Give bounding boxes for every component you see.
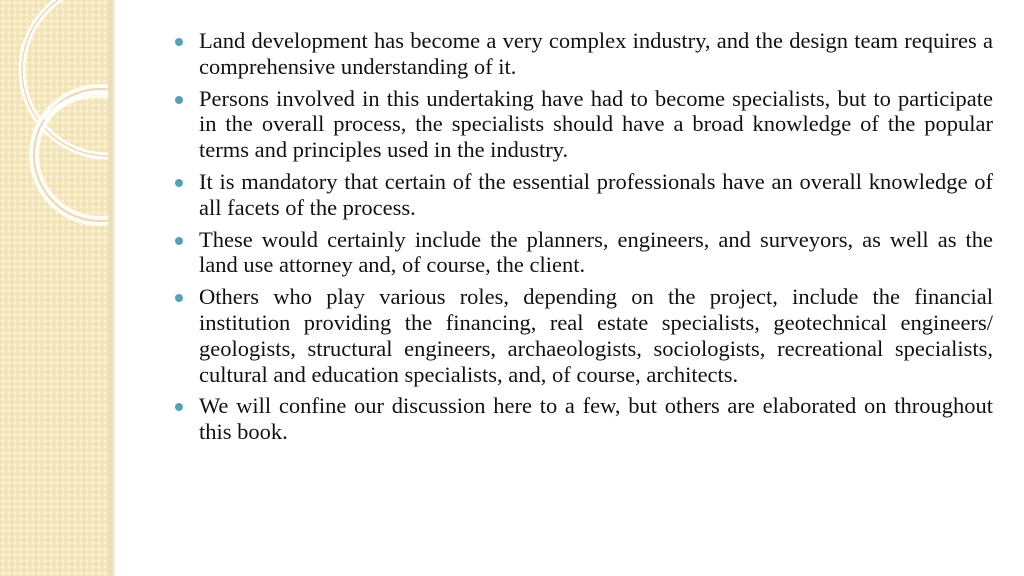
bullet-item	[170, 86, 993, 163]
bullet-dot-icon	[175, 38, 183, 46]
bullet-item	[170, 28, 993, 80]
bullet-list	[170, 28, 993, 445]
bullet-item	[170, 169, 993, 221]
bullet-text: Land development has become a very complex industry, and the design team requires a comprehensive understanding of it.	[199, 28, 993, 79]
swirl-ornament-icon	[0, 0, 113, 576]
slide-content	[170, 28, 993, 451]
bullet-dot-icon	[175, 179, 183, 187]
panel-edge	[108, 0, 115, 576]
bullet-dot-icon	[175, 237, 183, 245]
bullet-text: It is mandatory that certain of the essential professionals have an overall knowledge of all facets of the process.	[199, 168, 993, 220]
bullet-item	[170, 227, 993, 279]
bullet-item	[170, 284, 993, 387]
decorative-side-panel	[0, 0, 113, 576]
bullet-text: These would certainly include the planners, engineers, and surveyors, as well as the land use attorney and, of course, the client.	[199, 226, 993, 278]
bullet-text: Others who play various roles, depending on the project, include the financial institution providing the financing, real estate specialists, geotechnical engineers/ geologists, structural engineers, archaeologists, sociologists, recreational specialists, cultural and education specialists, and, of course, architects.	[199, 284, 993, 387]
bullet-item	[170, 393, 993, 445]
bullet-text: We will confine our discussion here to a few, but others are elaborated on throughout this book.	[199, 393, 993, 445]
bullet-text: Persons involved in this undertaking have had to become specialists, but to participate in the overall process, the specialists should have a broad knowledge of the popular terms and principles used in the industry.	[199, 85, 993, 163]
bullet-dot-icon	[175, 96, 183, 104]
bullet-dot-icon	[175, 294, 183, 302]
bullet-dot-icon	[175, 403, 183, 411]
